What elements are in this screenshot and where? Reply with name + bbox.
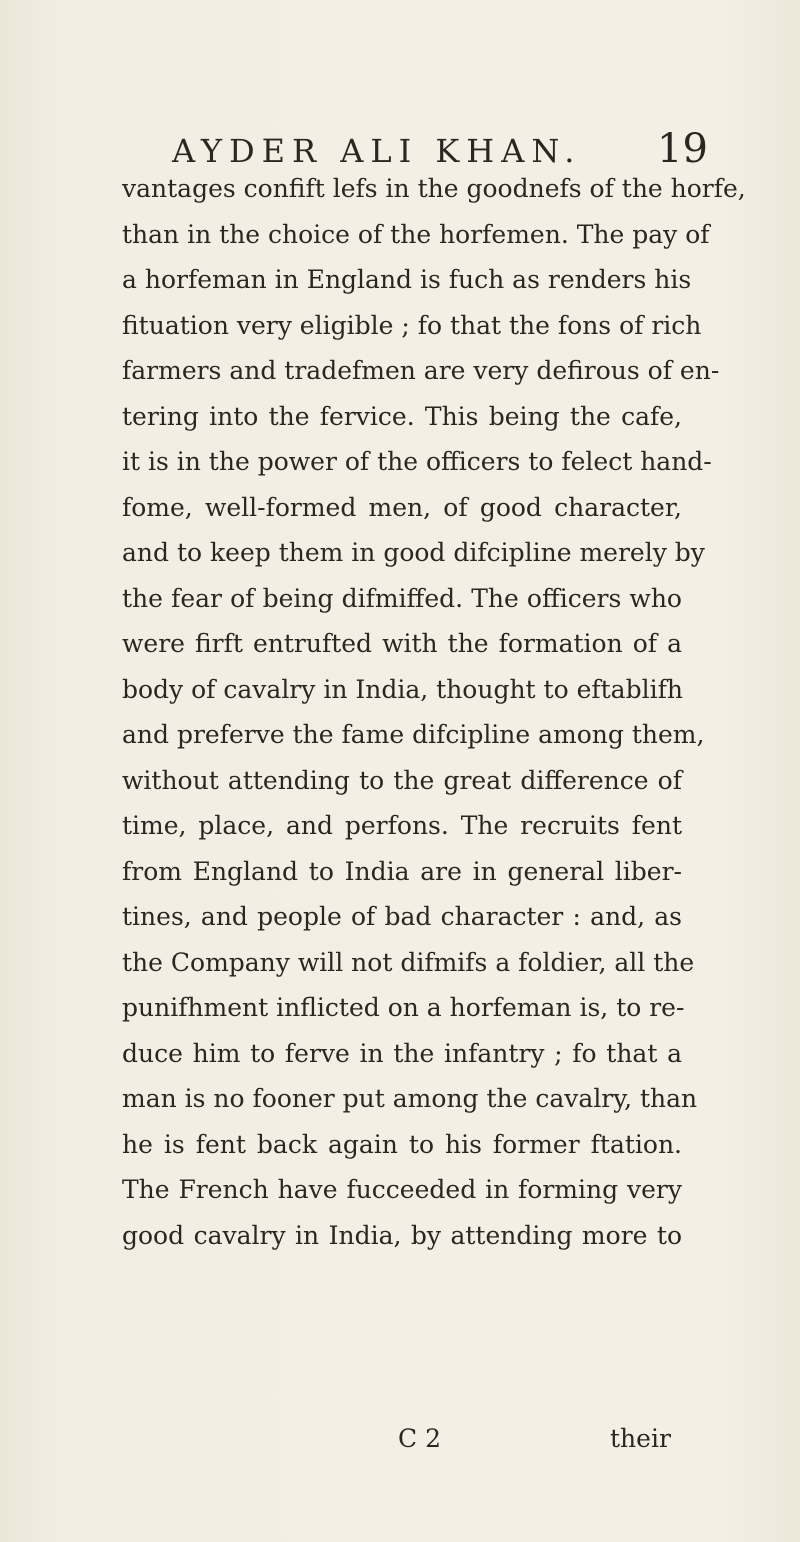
catchword: their bbox=[610, 1424, 671, 1453]
text-line: fome, well-formed men, of good character, bbox=[122, 492, 682, 522]
text-line: from England to India are in general liber- bbox=[122, 856, 682, 886]
text-line: the fear of being difmiffed. The officers who bbox=[122, 583, 682, 613]
text-line: fituation very eligible ; fo that the fons of rich bbox=[122, 310, 702, 340]
text-line: without attending to the great difference of bbox=[122, 765, 682, 795]
text-line: tines, and people of bad character : and, as bbox=[122, 902, 682, 931]
text-line: and preferve the fame difcipline among them, bbox=[122, 720, 705, 749]
running-title: AYDER ALI KHAN. bbox=[172, 132, 582, 170]
text-line: The French have fucceeded in forming very bbox=[122, 1175, 682, 1204]
signature-mark: C 2 bbox=[398, 1424, 441, 1453]
text-line: it is in the power of the officers to felect hand- bbox=[122, 447, 712, 476]
body-text bbox=[122, 166, 746, 1258]
text-line: man is no fooner put among the cavalry, than bbox=[122, 1084, 698, 1113]
text-line: time, place, and perfons. The recruits fent bbox=[122, 811, 682, 840]
text-line: body of cavalry in India, thought to eftablifh bbox=[122, 674, 683, 704]
text-line: duce him to ferve in the infantry ; fo that a bbox=[122, 1038, 682, 1068]
text-line: punifhment inflicted on a horfeman is, to re- bbox=[122, 993, 685, 1022]
text-line: farmers and tradefmen are very defirous of en- bbox=[122, 356, 720, 385]
text-line: and to keep them in good difcipline merely by bbox=[122, 538, 705, 567]
text-line: tering into the fervice. This being the cafe, bbox=[122, 401, 682, 431]
text-line: he is fent back again to his former ftation. bbox=[122, 1129, 682, 1159]
page-footer bbox=[0, 1424, 800, 1472]
text-line: than in the choice of the horfemen. The pay of bbox=[122, 219, 710, 249]
text-line: a horfeman in England is fuch as renders his bbox=[122, 265, 692, 294]
text-line: good cavalry in India, by attending more to bbox=[122, 1220, 682, 1250]
page-number: 19 bbox=[657, 126, 708, 172]
text-line: the Company will not difmifs a foldier, all the bbox=[122, 947, 695, 977]
text-line: were firft entrufted with the formation of a bbox=[122, 629, 682, 658]
text-line: vantages confift lefs in the goodnefs of the horfe, bbox=[122, 174, 746, 203]
